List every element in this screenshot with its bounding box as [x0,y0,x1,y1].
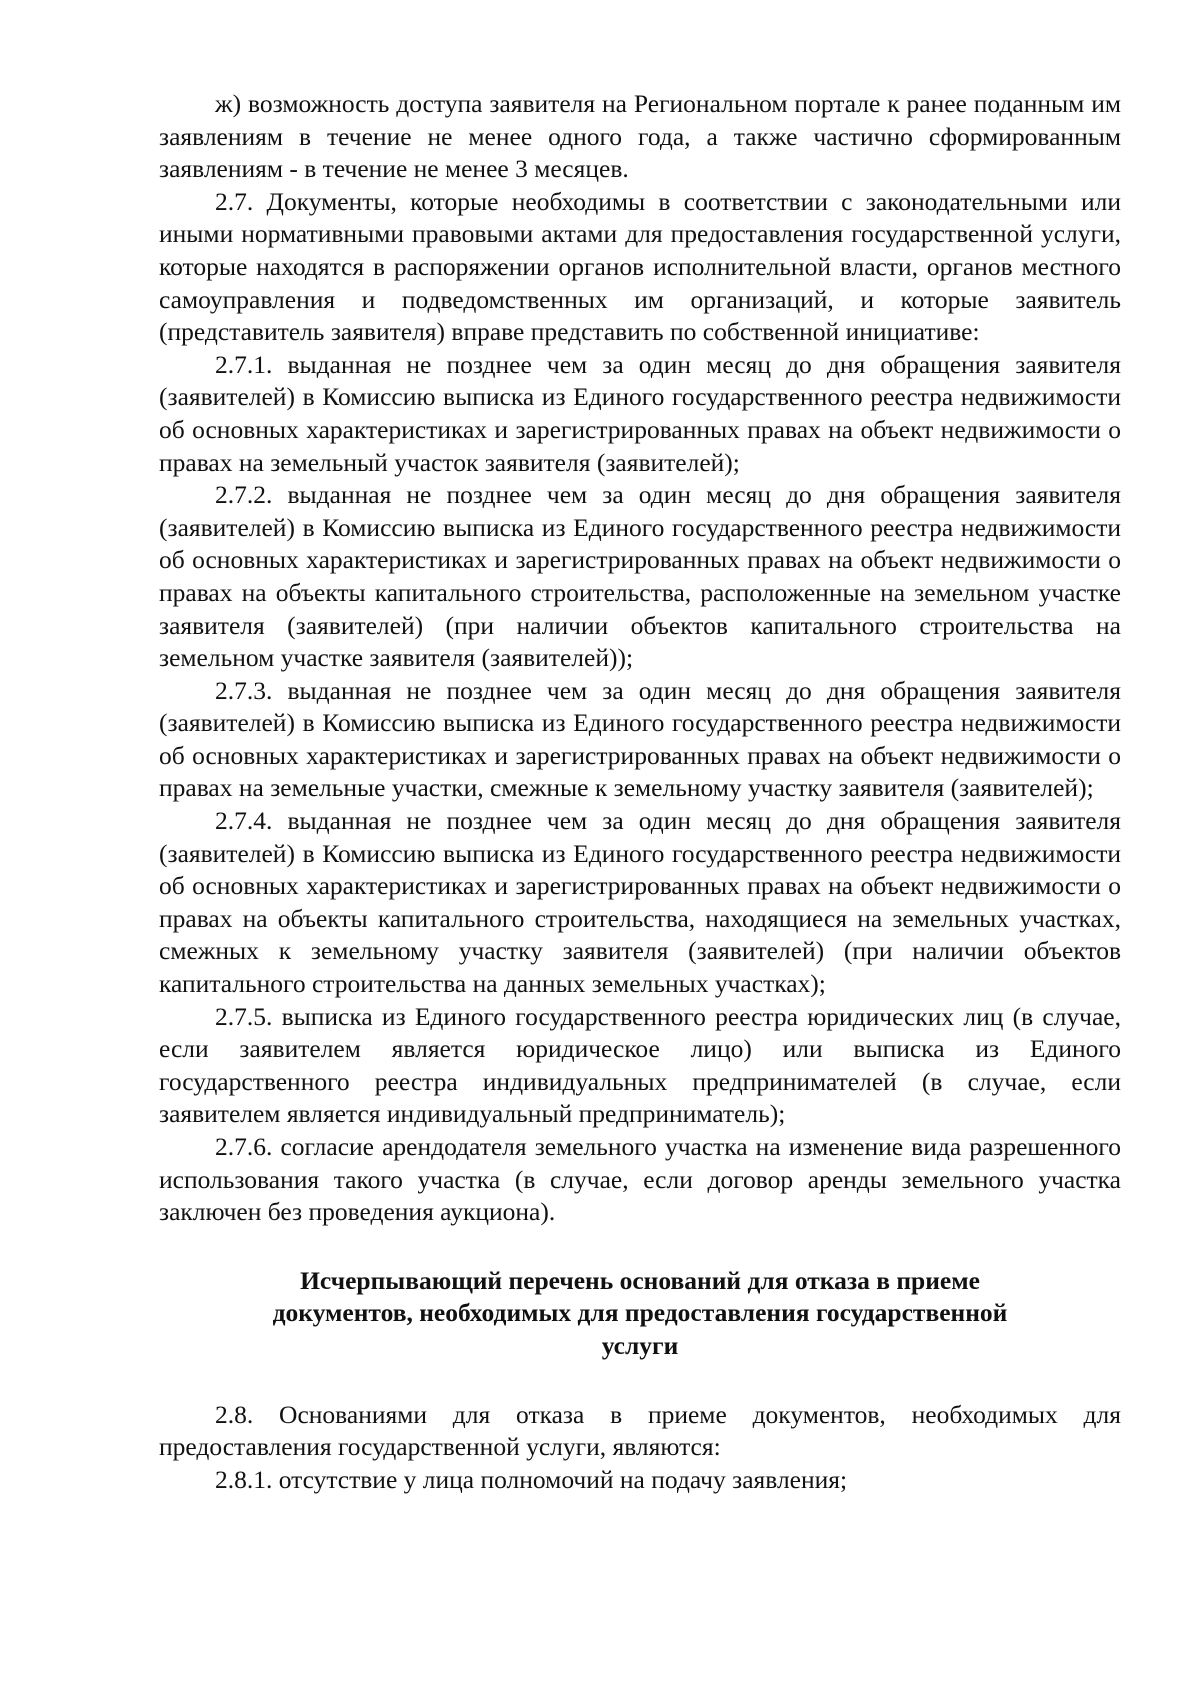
paragraph-2-8: 2.8. Основаниями для отказа в приеме документов, необходимых для предоставления государственной услуги, являются: [159,1399,1121,1462]
section-heading-line: документов, необходимых для предоставления государственной [272,1298,1008,1328]
paragraph-2-7-5: 2.7.5. выписка из Единого государственного реестра юридических лиц (в случае, если заявителем является юридическое лицо) или выписка из Единого государственного реестра индивидуальных предпринимателей (в случае, если заявителем является индивидуальный предприниматель); [159,1001,1121,1129]
paragraph-2-7-2: 2.7.2. выданная не позднее чем за один месяц до дня обращения заявителя (заявителей) в Комиссию выписка из Единого государственного реестра недвижимости об основных характеристиках и зарегистрированных правах на объект недвижимости о правах на объекты капитального строительства, расположенные на земельном участке заявителя (заявителей) (при наличии объектов капитального строительства на земельном участке заявителя (заявителей)); [159,480,1121,673]
paragraph-2-7-6: 2.7.6. согласие арендодателя земельного участка на изменение вида разрешенного использования такого участка (в случае, если договор аренды земельного участка заключен без проведения аукциона). [159,1132,1121,1227]
section-heading [159,1265,1121,1363]
section-heading-line: Исчерпывающий перечень оснований для отказа в приеме [300,1265,980,1295]
paragraph-2-7-3: 2.7.3. выданная не позднее чем за один месяц до дня обращения заявителя (заявителей) в Комиссию выписка из Единого государственного реестра недвижимости об основных характеристиках и зарегистрированных правах на объект недвижимости о правах на земельные участки, смежные к земельному участку заявителя (заявителей); [159,675,1121,803]
section-heading-line: услуги [601,1330,679,1360]
paragraph-2-7-4: 2.7.4. выданная не позднее чем за один месяц до дня обращения заявителя (заявителей) в Комиссию выписка из Единого государственного реестра недвижимости об основных характеристиках и зарегистрированных правах на объект недвижимости о правах на объекты капитального строительства, находящиеся на земельных участках, смежных к земельному участку заявителя (заявителей) (при наличии объектов капитального строительства на данных земельных участках); [159,806,1121,999]
document-page [159,88,1121,1496]
paragraph-zh: ж) возможность доступа заявителя на Региональном портале к ранее поданным им заявлениям в течение не менее одного года, а также частично сформированным заявлениям - в течение не менее 3 месяцев. [159,89,1121,184]
paragraph-2-7: 2.7. Документы, которые необходимы в соответствии с законодательными или иными нормативными правовыми актами для предоставления государственной услуги, которые находятся в распоряжении органов исполнительной власти, органов местного самоуправления и подведомственных им организаций, и которые заявитель (представитель заявителя) вправе представить по собственной инициативе: [159,186,1121,347]
paragraph-2-8-1: 2.8.1. отсутствие у лица полномочий на подачу заявления; [215,1464,848,1494]
paragraph-2-7-1: 2.7.1. выданная не позднее чем за один месяц до дня обращения заявителя (заявителей) в Комиссию выписка из Единого государственного реестра недвижимости об основных характеристиках и зарегистрированных правах на объект недвижимости о правах на земельный участок заявителя (заявителей); [159,349,1121,477]
